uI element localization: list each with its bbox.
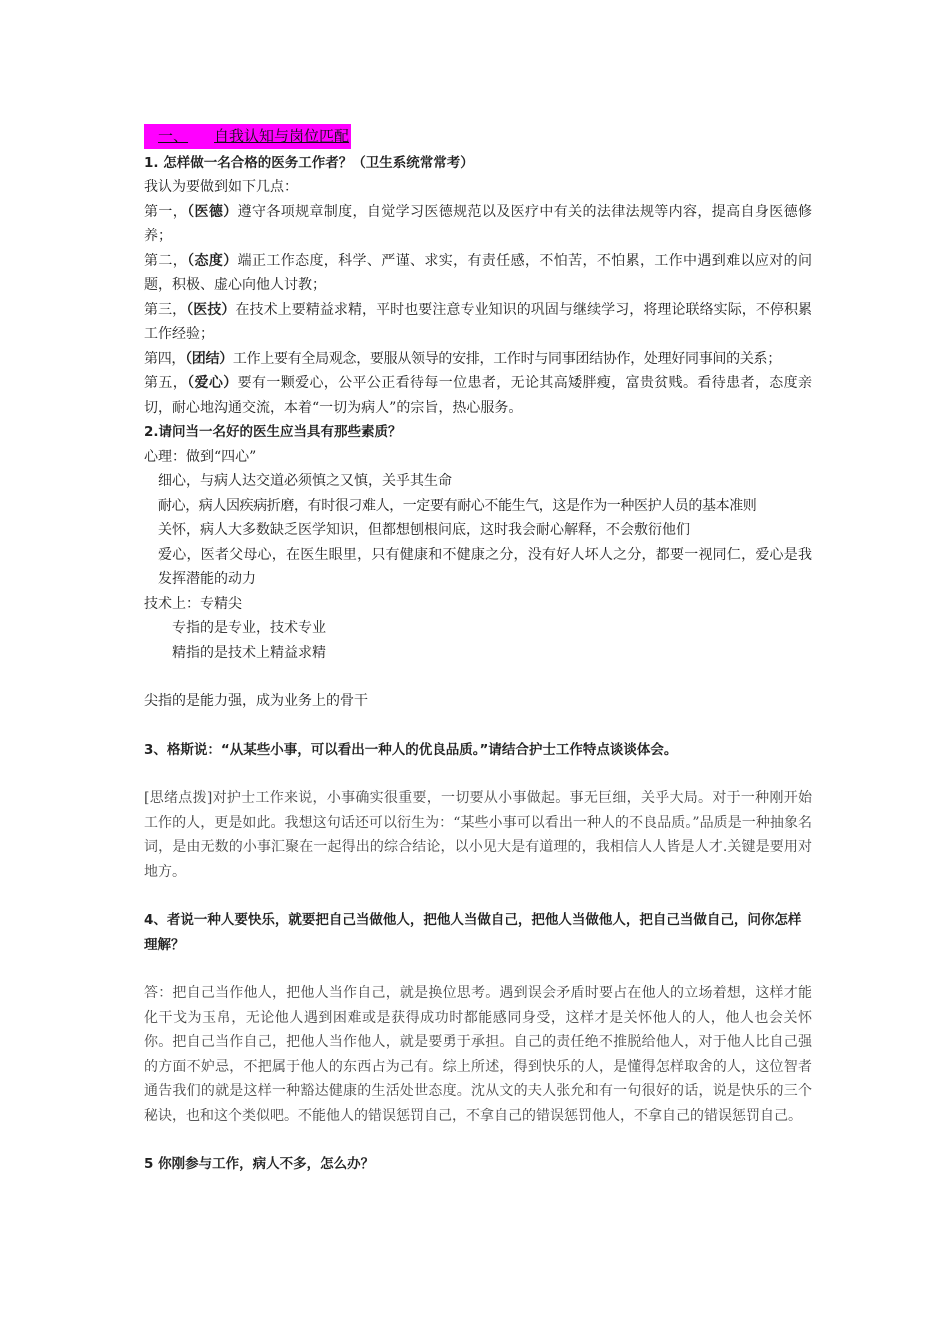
point-text: 工作上要有全局观念，要服从领导的安排，工作时与同事团结协作，处理好同事间的关系； xyxy=(232,350,781,367)
spacer xyxy=(144,957,812,981)
question-2-title: 2.请问当一名好的医生应当具有那些素质？ xyxy=(144,424,402,440)
point-prefix: 第五， xyxy=(144,375,188,391)
q2-tech-last: 尖指的是能力强，成为业务上的骨干 xyxy=(144,693,368,709)
point-text: 遵守各项规章制度，自觉学习医德规范以及医疗中有关的法律法规等内容，提高自身医德修养； xyxy=(144,203,813,244)
question-5-title: 5 你刚参与工作，病人不多，怎么办？ xyxy=(144,1156,375,1172)
q2-psych-item: 爱心，医者父母心，在医生眼里，只有健康和不健康之分，没有好人坏人之分，都要一视同仁，爱心是我发挥潜能的动力 xyxy=(158,546,812,587)
question-3-title: 3、格斯说：“从某些小事，可以看出一种人的优良品质。”请结合护士工作特点谈谈体会。 xyxy=(144,741,678,758)
q2-psych-item: 细心，与病人达交道必须慎之又慎，关乎其生命 xyxy=(158,473,452,489)
point-prefix: 第二， xyxy=(144,252,188,269)
q3-body: [思绪点拨]对护士工作来说，小事确实很重要，一切要从小事做起。事无巨细，关乎大局。对于一种刚开始工作的人，更是如此。我想这句话还可以衍生为：“某些小事可以看出一种人的不良品质。”品质是一种抽象名词，是由无数的小事汇聚在一起得出的综合结论，以小见大是有道理的，我相信人人皆是人才.关键是要用对地方。 xyxy=(144,790,812,880)
q1-point-4 xyxy=(144,347,812,372)
question-4-title: 4、者说一种人要快乐，就要把自己当做他人，把他人当做自己，把他人当做他人，把自己当做自己，问你怎样理解？ xyxy=(144,912,802,953)
q2-psych-item: 关怀，病人大多数缺乏医学知识，但都想刨根问底，这时我会耐心解释，不会敷衍他们 xyxy=(158,522,690,538)
section-heading xyxy=(144,124,351,149)
point-prefix: 第四， xyxy=(144,350,186,367)
point-text: 要有一颗爱心，公平公正看待每一位患者，无论其高矮胖瘦，富贵贫贱。看待患者，态度亲切，耐心地沟通交流，本着“一切为病人”的宗旨，热心服务。 xyxy=(144,375,813,416)
section-title: 自我认知与岗位匹配 xyxy=(214,127,350,145)
q2-psych-heading: 心理：做到“四心” xyxy=(144,448,257,465)
point-tag: （爱心） xyxy=(187,375,238,391)
point-tag: （医德） xyxy=(187,203,238,220)
spacer xyxy=(144,762,812,786)
point-tag: （团结） xyxy=(185,350,233,367)
q4-body: 答：把自己当作他人，把他人当作自己，就是换位思考。遇到误会矛盾时要占在他人的立场着想，这样才能化干戈为玉帛，无论他人遇到困难或是获得成功时都能感同身受，这样才是关怀他人的人，他人也会关怀你。把自己当作自己，把他人当作他人，就是要勇于承担。自己的责任绝不推脱给他人，对于他人比自己强的方面不妒忌，不把属于他人的东西占为己有。综上所述，得到快乐的人，是懂得怎样取舍的人，这位智者通告我们的就是这样一种豁达健康的生活处世态度。沈从文的夫人张允和有一句很好的话，说是快乐的三个秘诀，也和这个类似吧。不能他人的错误惩罚自己，不拿自己的错误惩罚他人，不拿自己的错误惩罚自己。 xyxy=(144,985,812,1124)
point-text: 端正工作态度，科学、严谨、求实，有责任感，不怕苦，不怕累，工作中遇到难以应对的问题，积极、虚心向他人讨教； xyxy=(144,252,813,293)
q2-tech-heading: 技术上：专精尖 xyxy=(144,595,242,612)
point-text: 在技术上要精益求精，平时也要注意专业知识的巩固与继续学习，将理论联络实际，不停积累工作经验； xyxy=(144,301,813,342)
spacer xyxy=(144,665,812,689)
point-tag: （医技） xyxy=(186,301,236,318)
q1-point-1 xyxy=(144,200,812,249)
point-prefix: 第三， xyxy=(144,301,187,318)
section-number: 一、 xyxy=(158,127,189,145)
spacer xyxy=(144,1128,812,1152)
q1-point-5 xyxy=(144,371,812,420)
spacer xyxy=(144,714,812,738)
point-tag: （态度） xyxy=(187,252,238,269)
question-1-title: 1. 怎样做一名合格的医务工作者？（卫生系统常常考） xyxy=(144,154,474,171)
q1-point-2 xyxy=(144,249,812,298)
document-content xyxy=(144,124,812,1177)
spacer xyxy=(144,884,812,908)
q2-tech-item: 专指的是专业，技术专业 xyxy=(172,620,326,636)
q2-tech-item: 精指的是技术上精益求精 xyxy=(172,644,326,661)
q2-psych-item: 耐心，病人因疾病折磨，有时很刁难人，一定要有耐心不能生气，这是作为一种医护人员的基本准则 xyxy=(158,497,757,514)
q1-intro: 我认为要做到如下几点： xyxy=(144,179,298,195)
point-prefix: 第一， xyxy=(144,203,188,220)
q1-point-3 xyxy=(144,298,812,347)
